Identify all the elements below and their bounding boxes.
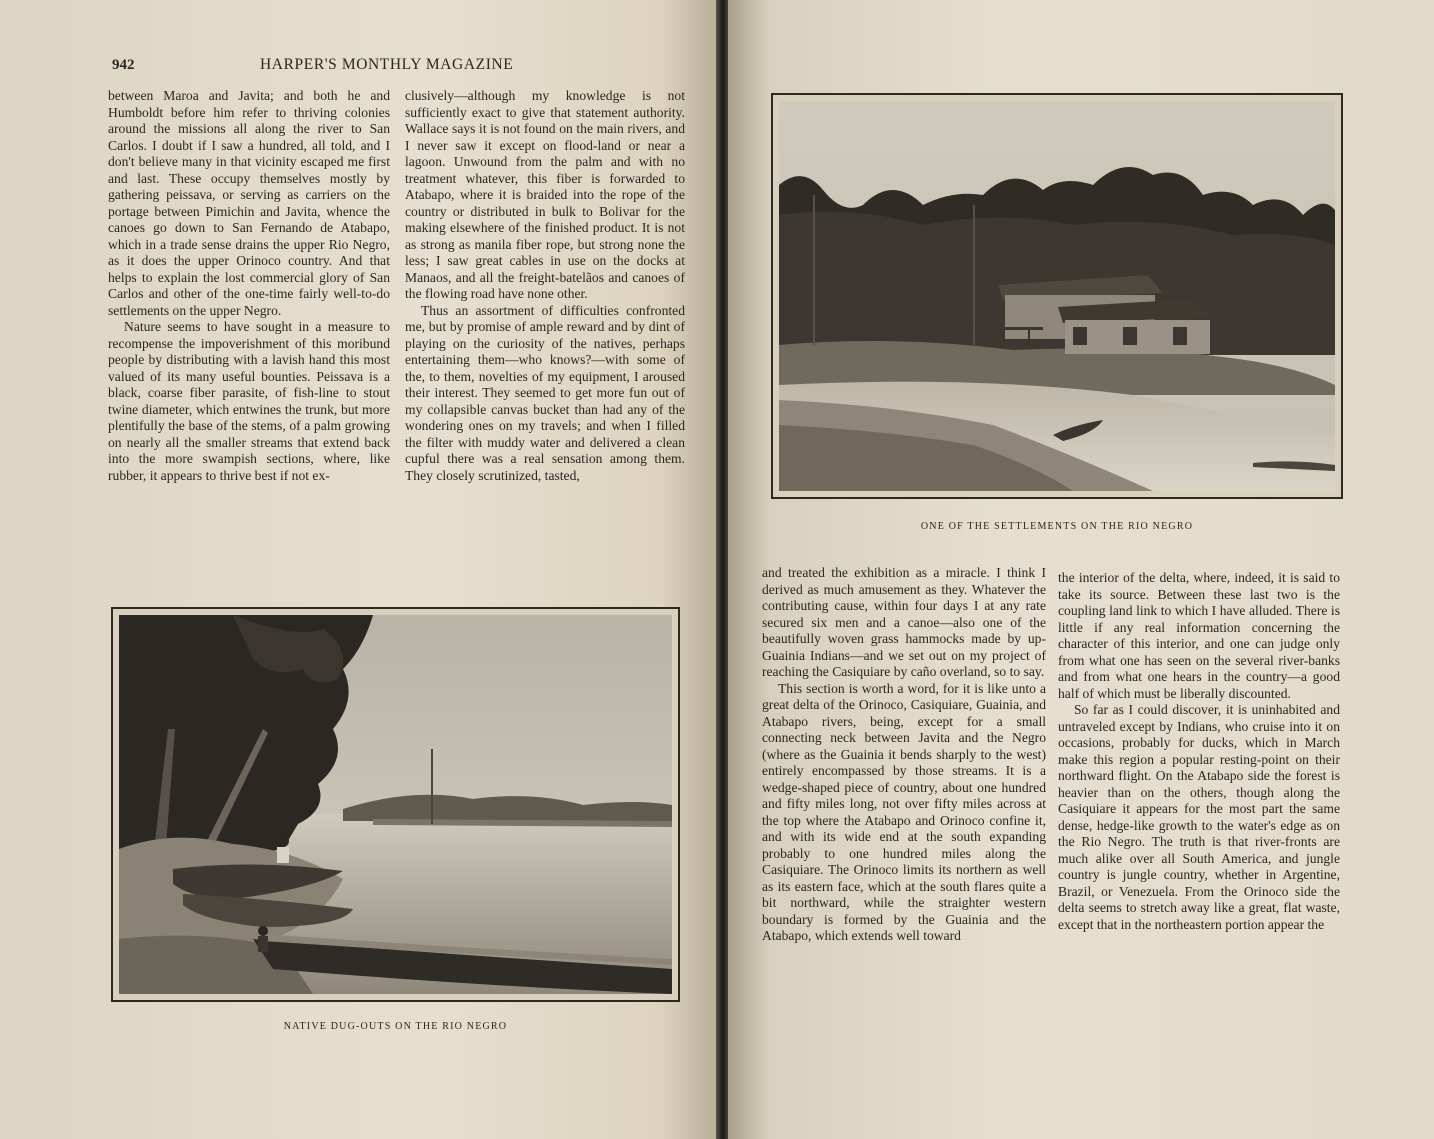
paragraph: This section is worth a word, for it is like unto a great delta of the Orinoco, Casiquiare, Guainia, and Atabapo rivers, being, except for a small connecting neck between Javita and the Negro (where as the Guainia it bends sharply to the west) entirely encompassed by those streams. It is a wedge-shaped piece of country, about one hundred and fifty miles long, not over fifty miles across at the top where the Atabapo and Orinoco confine it, and with its wide end at the south expanding probably to one hundred miles along the Casiquiare. The Orinoco limits its northern as well as its eastern face, which at the south flares quite a bit northward, while the straighter western boundary is formed by the Guainia and the Atabapo, which extends well toward: [762, 680, 1046, 943]
left-column-2: [405, 88, 685, 484]
paragraph: Thus an assortment of difficulties confronted me, but by promise of ample reward and by dint of playing on the curiosity of the natives, perhaps entertaining them—who knows?—with some of the, to them, novelties of my equipment, I aroused their interest. They seemed to get more fun out of my collapsible canvas bucket than had any of the wondering ones on my travels; and when I filled the filter with muddy water and delivered a clean cupful there was a real sensation among them. They closely scrutinized, tasted,: [405, 302, 685, 483]
left-column-1: [108, 88, 390, 484]
photo-dugouts: [111, 607, 680, 1002]
paragraph: and treated the exhibition as a miracle. I think I derived as much amusement as they. Whatever the contributing cause, within four days I at any rate secured six men and a canoe—also one of the beautifully woven grass hammocks made by up-Guainia Indians—and we set out on my project of reaching the Casiquiare by caño overland, so to say.: [762, 565, 1046, 679]
paragraph: So far as I could discover, it is uninhabited and untraveled except by Indians, who cruise into it on occasions, probably for ducks, which in March make this region a popular resting-point on their northward flight. On the Atabapo side the forest is heavier than on the others, though along the Casiquiare it appears for the most part the same dense, hedge-like growth to the water's edge as on the Rio Negro. The truth is that river-fronts are much alike over all South America, and jungle country is jungle country, whether in Argentine, Brazil, or Venezuela. From the Orinoco side the delta seems to stretch away like a great, flat waste, except that in the northeastern portion appear the: [1058, 702, 1340, 932]
photo-settlement: [771, 93, 1343, 499]
figure-caption: ONE OF THE SETTLEMENTS ON THE RIO NEGRO: [920, 521, 1194, 532]
paragraph: the interior of the delta, where, indeed, it is said to take its source. Between these last two is the coupling land link to which I have alluded. There is little if any real information concerning the character of this interior, and one can judge only from what one has seen on the several river-banks and from what one hears in the country—a good half of which must be liberally discounted.: [1058, 570, 1340, 701]
right-page: [728, 0, 1434, 1139]
paragraph: Nature seems to have sought in a measure to recompense the impoverishment of this moribund people by distributing with a lavish hand this most valued of its many useful bounties. Peissava is a black, coarse fiber parasite, of fish-line to stout twine diameter, which entwines the trunk, but more plentifully the base of the stems, of a palm growing on nearly all the smaller streams that extend back into the more swampish sections, where, like rubber, it appears to thrive best if not ex-: [108, 319, 390, 483]
running-head: HARPER'S MONTHLY MAGAZINE: [260, 56, 514, 73]
right-column-2: [1058, 570, 1340, 933]
page-number: 942: [112, 57, 135, 73]
paragraph: between Maroa and Javita; and both he and Humboldt before him refer to thriving colonies around the missions all along the river to San Carlos. I doubt if I saw a hundred, all told, and I don't believe many in that vicinity escaped me first and last. These occupy themselves mostly by gathering peissava, or serving as carriers on the portage between Pimichin and Javita, whence the canoes go down to San Fernando de Atabapo, which in a trade sense drains the upper Rio Negro, as it does the upper Orinoco country. And that helps to explain the lost commercial glory of San Carlos and other of the one-time fairly well-to-do settlements on the upper Negro.: [108, 88, 390, 318]
figure-caption: NATIVE DUG-OUTS ON THE RIO NEGRO: [283, 1021, 508, 1032]
right-column-1: [762, 565, 1046, 945]
paragraph: clusively—although my knowledge is not sufficiently exact to give that statement authority. Wallace says it is not found on the main rivers, and I never saw it except on flood-land or near a lagoon. Unwound from the palm and with no treatment whatever, this fiber is forwarded to Atabapo, where it is braided into the rope of the country or distributed in bulk to Bolivar for the making elsewhere of the finished product. It is not as strong as manila fiber rope, but strong none the less; I saw great cables in use on the docks at Manaos, and all the freight-batelãos and canoes of the flowing road have none other.: [405, 88, 685, 301]
